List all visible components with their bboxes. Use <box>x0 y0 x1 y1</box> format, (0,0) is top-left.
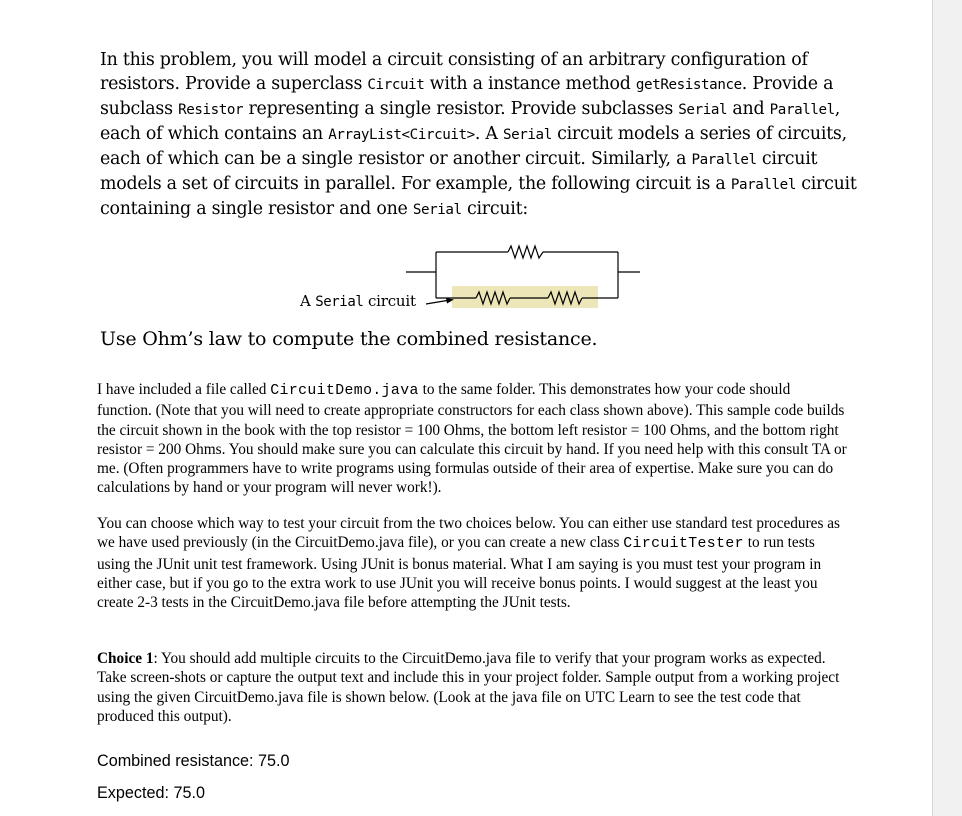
code-circuit: Circuit <box>367 77 425 93</box>
scrollbar-track[interactable] <box>933 0 962 816</box>
paragraph-choice-1: Choice 1: You should add multiple circuits to the CircuitDemo.java file to verify that your program works as expected. Take screen-shots or capture the output text and include this in your project folder. Sample output from a working project using the given CircuitDemo.java file is shown below. (Look at the java file on UTC Learn to see the test code that produced this output). <box>97 650 840 725</box>
code-parallel: Parallel <box>730 177 796 193</box>
code-serial: Serial <box>502 127 552 143</box>
code-serial: Serial <box>678 102 728 118</box>
code-serial: Serial <box>412 202 462 218</box>
code-circuitdemo: CircuitDemo.java <box>270 383 419 399</box>
choice-1-label: Choice 1 <box>97 650 154 667</box>
figure-label: A Serial circuit <box>300 292 416 310</box>
output-combined-resistance: Combined resistance: 75.0 <box>97 752 290 770</box>
code-arraylist: ArrayList<Circuit> <box>328 127 475 143</box>
label-arrow <box>426 300 450 304</box>
ohm-law-text: Use Ohm’s law to compute the combined resistance. <box>100 328 598 350</box>
problem-statement: In this problem, you will model a circuit consisting of an arbitrary configuration of resistors. Provide a superclass Circuit with a instance method getResistance. Provide a subclass Resistor representing a single resistor. Provide subclasses Serial and Parallel, each of which contains an ArrayList<Circuit>. A Serial circuit models a series of circuits, each of which can be a single resistor or another circuit. Similarly, a Parallel circuit models a set of circuits in parallel. For example, the following circuit is a Parallel circuit containing a single resistor and one Serial circuit: <box>100 50 857 219</box>
code-resistor: Resistor <box>178 102 244 118</box>
figure-label-code: Serial <box>315 294 364 310</box>
code-parallel: Parallel <box>769 102 835 118</box>
code-parallel: Parallel <box>691 152 757 168</box>
paragraph-demo-file: I have included a file called CircuitDemo.java to the same folder. This demonstrates how your code should function. (Note that you will need to create appropriate constructors for each class shown above). This sample code builds the circuit shown in the book with the top resistor = 100 Ohms, the bottom left resistor = 100 Ohms, and the bottom right resistor = 200 Ohms. You should make sure you can calculate this circuit by hand. If you need help with this consult TA or me. (Often programmers have to write programs using formulas outside of their area of expertise. Make sure you can do calculations by hand or your program will never work!). <box>97 381 847 497</box>
paragraph-testing-choice: You can choose which way to test your circuit from the two choices below. You can either use standard test procedures as we have used previously (in the CircuitDemo.java file), or you can create a new class CircuitTester to run tests using the JUnit unit test framework. Using JUnit is bonus material. What I am saying is you must test your program in either case, but if you go to the extra work to use JUnit you will receive bonus points. I would suggest at the least you create 2-3 tests in the CircuitDemo.java file before attempting the JUnit tests. <box>97 515 840 612</box>
code-circuittester: CircuitTester <box>623 536 744 553</box>
resistor-top <box>508 246 543 258</box>
code-getresistance: getResistance <box>635 77 742 93</box>
output-expected: Expected: 75.0 <box>97 784 205 802</box>
